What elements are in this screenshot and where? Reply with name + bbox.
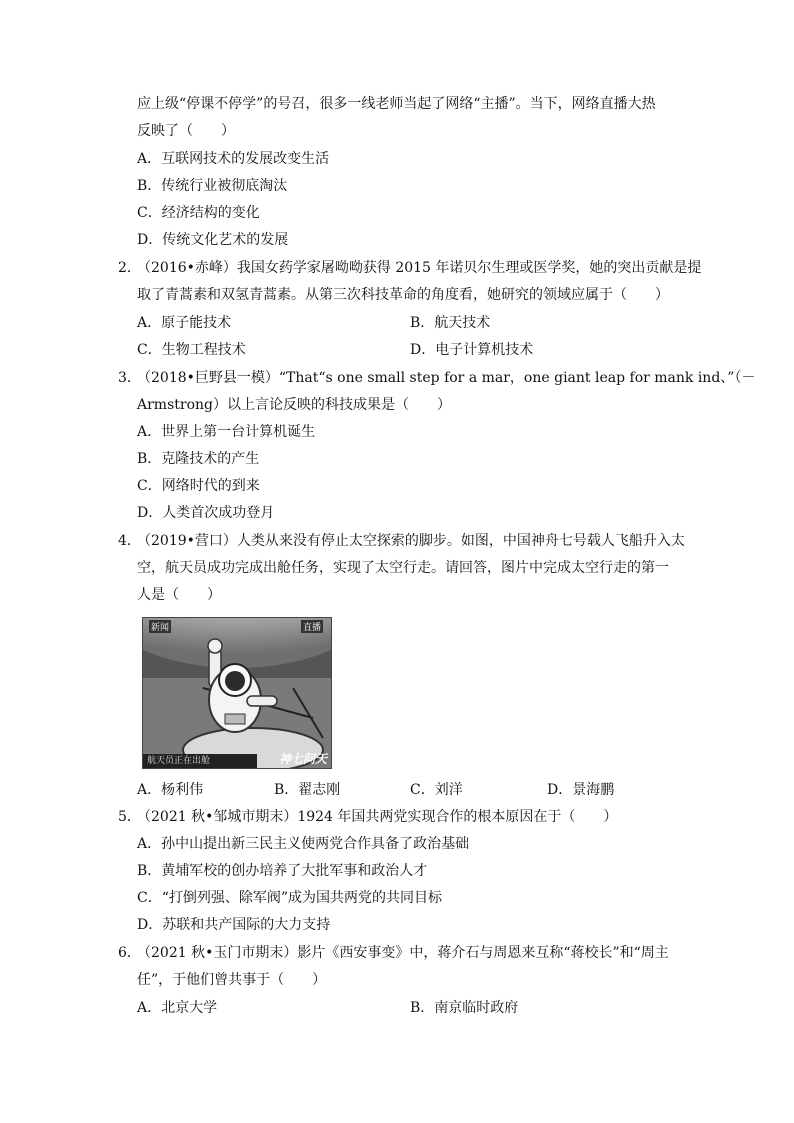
q2-number: 2． (118, 260, 141, 276)
q1-option-a: A．互联网技术的发展改变生活 (137, 151, 330, 167)
spacewalk-illustration (143, 618, 331, 768)
q4-stem-line3: 人是（ ） (137, 587, 221, 603)
q2-stem-line1: （2016•赤峰）我国女药学家屠呦呦获得 2015 年诺贝尔生理或医学奖，她的突出贡献是提 (137, 260, 702, 276)
q4-stem-line1: （2019•营口）人类从来没有停止太空探索的脚步。如图，中国神舟七号载人飞船升入太 (137, 533, 685, 549)
q1-option-c: C．经济结构的变化 (137, 205, 260, 221)
tv-logo-right: 直播 (301, 620, 323, 633)
q3-stem-line2: Armstrong）以上言论反映的科技成果是（ ） (137, 397, 451, 413)
q1-stem-line2: 反映了（ ） (137, 123, 235, 139)
q1-stem-line1: 应上级“停课不停学”的号召，很多一线老师当起了网络“主播”。当下，网络直播大热 (137, 96, 656, 112)
q6-stem-line2: 任”，于他们曾共事于（ ） (137, 972, 327, 988)
q2-option-c: C．生物工程技术 (137, 342, 246, 358)
q3-number: 3． (118, 370, 141, 386)
q2-option-a: A．原子能技术 (137, 315, 232, 331)
tv-logo-left: 新闻 (149, 620, 171, 633)
q5-stem-line1: （2021 秋•邹城市期末）1924 年国共两党实现合作的根本原因在于（ ） (137, 809, 618, 825)
q4-option-b: B．翟志刚 (274, 782, 341, 798)
q1-option-d: D．传统文化艺术的发展 (137, 232, 289, 248)
q3-option-c: C．网络时代的到来 (137, 478, 260, 494)
photo-logo-text: 神七问天 (278, 752, 327, 766)
astronaut-photo (142, 617, 332, 769)
q5-option-d: D．苏联和共产国际的大力支持 (137, 917, 331, 933)
q4-option-a: A．杨利伟 (137, 782, 204, 798)
q2-option-d: D．电子计算机技术 (410, 342, 534, 358)
q5-option-a: A．孙中山提出新三民主义使两党合作具备了政治基础 (137, 836, 470, 852)
q4-number: 4． (118, 533, 141, 549)
q2-stem-line2: 取了青蒿素和双氢青蒿素。从第三次科技革命的角度看，她研究的领域应属于（ ） (137, 287, 669, 303)
q3-option-d: D．人类首次成功登月 (137, 505, 275, 521)
q5-option-c: C．“打倒列强、除军阀”成为国共两党的共同目标 (137, 890, 443, 906)
q2-option-b: B．航天技术 (410, 315, 491, 331)
q6-stem-line1: （2021 秋•玉门市期末）影片《西安事变》中，蒋介石与周恩来互称“蒋校长”和“周主 (137, 945, 669, 961)
q6-option-a: A．北京大学 (137, 1000, 218, 1016)
photo-caption: 航天员正在出舱 (143, 754, 257, 768)
q3-option-b: B．克隆技术的产生 (137, 451, 260, 467)
q6-number: 6． (118, 945, 141, 961)
q6-option-b: B．南京临时政府 (410, 1000, 519, 1016)
q4-option-c: C．刘洋 (410, 782, 463, 798)
q4-stem-line2: 空，航天员成功完成出舱任务，实现了太空行走。请回答，图片中完成太空行走的第一 (137, 560, 669, 576)
q3-option-a: A．世界上第一台计算机诞生 (137, 424, 316, 440)
q4-option-d: D．景海鹏 (547, 782, 615, 798)
q5-option-b: B．黄埔军校的创办培养了大批军事和政治人才 (137, 863, 428, 879)
q1-option-b: B．传统行业被彻底淘汰 (137, 178, 288, 194)
q5-number: 5． (118, 809, 141, 825)
q3-stem-line1: （2018•巨野县一模）“That“s one small step for a mar，one giant leap for mank ind、”（－ (137, 370, 756, 386)
